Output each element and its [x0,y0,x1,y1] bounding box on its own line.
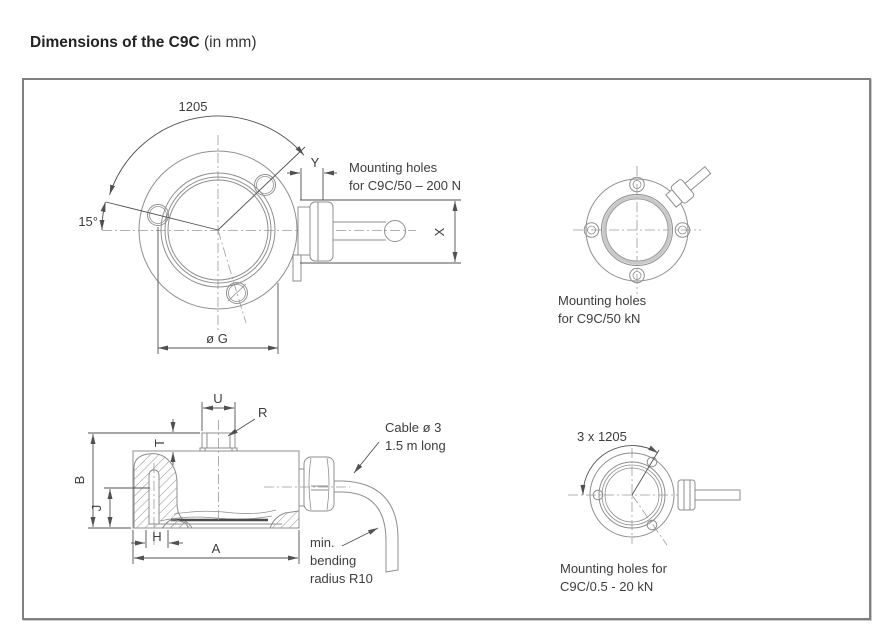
dim-label-a: A [211,541,221,556]
dim-label-t: T [152,439,167,447]
caption-50kn-line1: Mounting holes [558,293,647,308]
dim-B [72,434,131,528]
dim-label-y: Y [310,155,320,170]
dim-R [228,405,267,436]
front-view-large [78,99,461,354]
cable-note-line2: 1.5 m long [385,438,446,453]
dim-Y [287,155,337,200]
dim-label-g: ø G [206,331,228,346]
drawing-frame [22,78,871,620]
front-view-50kn [558,162,715,326]
dimension-drawing [24,80,869,618]
front-view-small [560,429,740,594]
dim-label-x: X [432,227,447,237]
cable-gland-side [299,457,334,511]
dim-label-j: J [89,504,104,512]
note-mounting-holes-line1: Mounting holes [349,160,438,175]
hole-pitch-arc-label: 3 x 1205 [577,429,627,444]
dim-label-b: B [72,475,87,485]
dim-H [131,529,183,548]
caption-50kn-line2: for C9C/50 kN [558,311,641,326]
cable-note-line1: Cable ø 3 [385,420,442,435]
mounting-hole [227,283,248,304]
note-mounting-holes-line2: for C9C/50 – 200 N [349,178,462,193]
bend-note-line2: bending [310,553,357,568]
bend-note-line3: radius R10 [310,571,373,586]
page-title-main: Dimensions of the C9C [30,34,200,51]
caption-small-line1: Mounting holes for [560,561,667,576]
page-title [30,34,257,52]
bend-note-line1: min. [310,535,335,550]
center-bore [149,470,159,524]
dim-label-r: R [258,405,268,420]
dim-label-u: U [213,391,223,406]
cable-gland-plan [293,202,406,281]
cable-gland-plan [664,162,715,210]
page-title-units: (in mm) [203,34,257,51]
hole-pitch-arc-label: 1205 [178,99,208,114]
cable-gland-plan [678,480,740,510]
bend-radius-note [310,528,378,586]
dim-label-h: H [152,529,162,544]
side-view [72,391,446,586]
cable-note [354,420,446,473]
caption-small-line2: C9C/0.5 - 20 kN [560,579,654,594]
angle-label: 15° [78,214,98,229]
